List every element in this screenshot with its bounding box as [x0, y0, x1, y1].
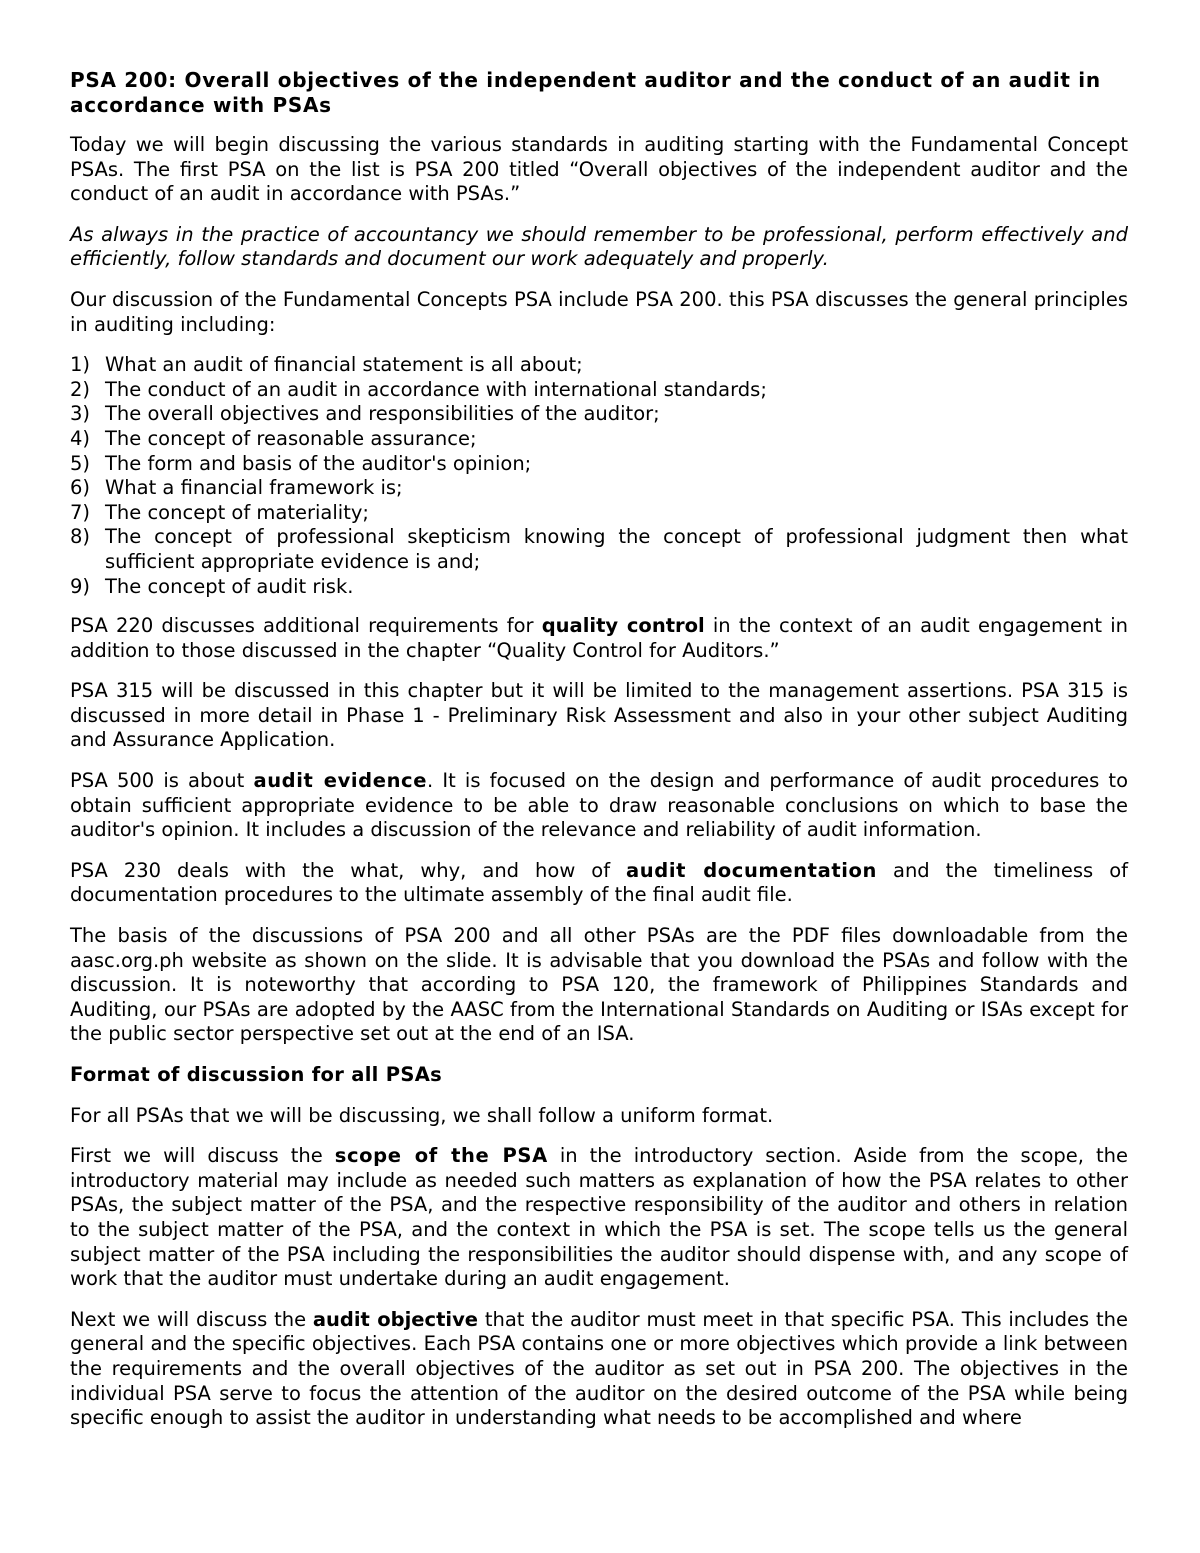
list-item-text: The concept of reasonable assurance; — [105, 426, 477, 450]
psa230-bold-term: audit documentation — [626, 858, 878, 882]
list-item-number: 4 ) — [70, 427, 105, 452]
list-item — [70, 525, 1128, 574]
format-intro-paragraph: For all PSAs that we will be discussing, we shall follow a uniform format. — [70, 1103, 774, 1127]
psa230-paragraph — [70, 859, 1128, 908]
scope-paragraph — [70, 1144, 1128, 1292]
list-item — [70, 452, 1128, 477]
list-item-text: The conduct of an audit in accordance with international standards; — [105, 377, 767, 401]
psa220-paragraph — [70, 614, 1128, 663]
principles-list — [70, 353, 1128, 599]
list-item-number: 1 ) — [70, 353, 105, 378]
objective-bold-term: audit objective — [312, 1307, 479, 1331]
scope-text-before: First we will discuss the — [70, 1144, 335, 1168]
list-item — [70, 427, 1128, 452]
psa220-text-after: in the context of an audit engagement in addition to those discussed in the chapter “Quality Control for Auditors.” — [70, 614, 1128, 662]
objective-text-before: Next we will discuss the — [70, 1307, 313, 1331]
list-item-number: 9 ) — [70, 575, 105, 600]
list-item-text: The concept of professional skepticism knowing the concept of professional judgment then what sufficient appropriate evidence is and; — [105, 525, 1128, 573]
psa230-text-before: PSA 230 deals with the what, why, and how of — [70, 858, 627, 882]
document-title: PSA 200: Overall objectives of the independent auditor and the conduct of an audit in accordance with PSAs — [70, 68, 1101, 117]
psa500-text-before: PSA 500 is about — [70, 769, 254, 793]
list-item — [70, 402, 1128, 427]
list-item-text: What a financial framework is; — [105, 476, 403, 500]
list-item — [70, 353, 1128, 378]
document-page — [70, 68, 1128, 1447]
list-item-text: The concept of audit risk. — [105, 574, 354, 598]
reminder-paragraph: As always in the practice of accountancy we should remember to be professional, perform effectively and efficiently, follow standards and document our work adequately and properly. — [70, 222, 1128, 271]
intro-paragraph: Today we will begin discussing the various standards in auditing starting with the Fundamental Concept PSAs. The first PSA on the list is PSA 200 titled “Overall objectives of the independent auditor and the conduct of an audit in accordance with PSAs.” — [70, 133, 1128, 206]
format-heading: Format of discussion for all PSAs — [70, 1063, 442, 1086]
list-item-number: 6 ) — [70, 476, 105, 501]
list-item-number: 3 ) — [70, 402, 105, 427]
list-item-text: The form and basis of the auditor's opinion; — [105, 451, 532, 475]
psa500-paragraph — [70, 769, 1128, 843]
list-item — [70, 575, 1128, 600]
list-item-number: 8 ) — [70, 525, 105, 574]
psa500-text-after: . It is focused on the design and performance of audit procedures to obtain sufficient appropriate evidence to be able to draw reasonable conclusions on which to base the auditor's opinion. It includes a discussion of the relevance and reliability of audit information. — [70, 769, 1128, 842]
list-item-text: The overall objectives and responsibilities of the auditor; — [105, 402, 660, 426]
scope-bold-term: scope of the PSA — [334, 1144, 548, 1168]
scope-text-after: in the introductory section. Aside from the scope, the introductory material may include as needed such matters as explanation of how the PSA relates to other PSAs, the subject matter of the PSA, and the respective responsibility of the auditor and others in relation to the subject matter of the PSA, and the context in which the PSA is set. The scope tells us the general subject matter of the PSA including the responsibilities the auditor should dispense with, and any scope of work that the auditor must undertake during an audit engagement. — [70, 1144, 1128, 1291]
psa220-bold-term: quality control — [541, 614, 705, 638]
psa315-paragraph: PSA 315 will be discussed in this chapter but it will be limited to the management assertions. PSA 315 is discussed in more detail in Phase 1 - Preliminary Risk Assessment and also in your other subject Auditing and Assurance Application. — [70, 679, 1128, 752]
list-item-text: The concept of materiality; — [105, 500, 369, 524]
list-item-number: 5 ) — [70, 452, 105, 477]
list-item-number: 7 ) — [70, 501, 105, 526]
objective-text-after: that the auditor must meet in that specific PSA. This includes the general and the specific objectives. Each PSA contains one or more objectives which provide a link between the requirements and the overall objectives of the auditor as set out in PSA 200. The objectives in the individual PSA serve to focus the attention of the auditor on the desired outcome of the PSA while being specific enough to assist the auditor in understanding what needs to be accomplished and where — [70, 1307, 1128, 1430]
list-item — [70, 501, 1128, 526]
list-item-number: 2 ) — [70, 378, 105, 403]
fundamentals-intro-paragraph: Our discussion of the Fundamental Concepts PSA include PSA 200. this PSA discusses the general principles in auditing including: — [70, 287, 1128, 336]
psa500-bold-term: audit evidence — [253, 769, 428, 793]
psa220-text-before: PSA 220 discusses additional requirements for — [70, 614, 542, 638]
list-item — [70, 378, 1128, 403]
basis-paragraph: The basis of the discussions of PSA 200 and all other PSAs are the PDF files downloadable from the aasc.org.ph website as shown on the slide. It is advisable that you download the PSAs and follow with the discussion. It is noteworthy that according to PSA 120, the framework of Philippines Standards and Auditing, our PSAs are adopted by the AASC from the International Standards on Auditing or ISAs except for the public sector perspective set out at the end of an ISA. — [70, 924, 1128, 1046]
psa230-text-after: and the timeliness of documentation procedures to the ultimate assembly of the final audit file. — [70, 858, 1129, 907]
list-item-text: What an audit of financial statement is all about; — [105, 353, 583, 377]
list-item — [70, 476, 1128, 501]
objective-paragraph — [70, 1308, 1128, 1431]
